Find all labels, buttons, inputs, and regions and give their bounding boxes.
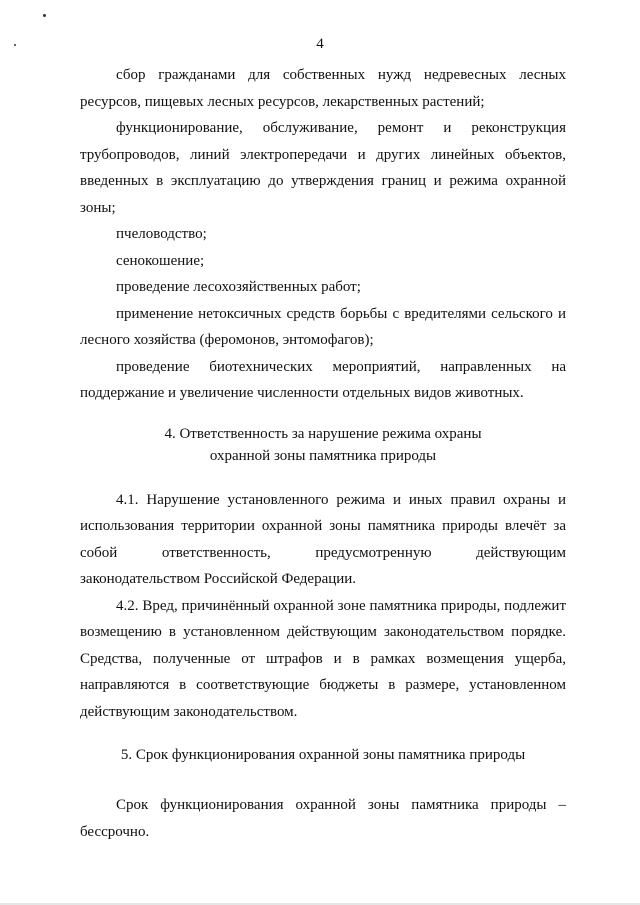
scan-speck xyxy=(43,14,46,17)
section-heading-line: охранной зоны памятника природы xyxy=(209,447,437,464)
document-body xyxy=(80,62,566,845)
list-item: проведение биотехнических мероприятий, направленных на поддержание и увеличение численности отдельных видов животных. xyxy=(80,358,566,401)
paragraph: Срок функционирования охранной зоны памятника природы – бессрочно. xyxy=(80,797,566,840)
paragraph: 4.1. Нарушение установленного режима и иных правил охраны и использования территории охранной зоны памятника природы влечёт за собой ответственность, предусмотренную действующим законодательством Российской Федерации. xyxy=(80,491,566,587)
list-item: проведение лесохозяйственных работ; xyxy=(116,279,361,295)
section-heading-line: 4. Ответственность за нарушение режима охраны xyxy=(164,425,482,442)
list-item: сенокошение; xyxy=(116,252,205,269)
section-heading: 5. Срок функционирования охранной зоны памятника природы xyxy=(120,747,526,763)
list-item: сбор гражданами для собственных нужд недревесных лесных ресурсов, пищевых лесных ресурсов, лекарственных растений; xyxy=(80,67,566,110)
paragraph: 4.2. Вред, причинённый охранной зоне памятника природы, подлежит возмещению в установленном действующим законодательством порядке. Средства, полученные от штрафов и в рамках возмещения ущерба, направляются в соответствующие бюджеты в размере, установленном действующим законодательством. xyxy=(80,597,566,720)
list-item: функционирование, обслуживание, ремонт и реконструкция трубопроводов, линий электропередачи и других линейных объектов, введенных в эксплуатацию до утверждения границ и режима охранной зоны; xyxy=(80,120,566,216)
section-heading xyxy=(80,423,566,467)
page-number: 4 xyxy=(316,36,324,52)
list-item: применение нетоксичных средств борьбы с вредителями сельского и лесного хозяйства (феромонов, энтомофагов); xyxy=(80,305,566,348)
list-item: пчеловодство; xyxy=(116,226,207,242)
